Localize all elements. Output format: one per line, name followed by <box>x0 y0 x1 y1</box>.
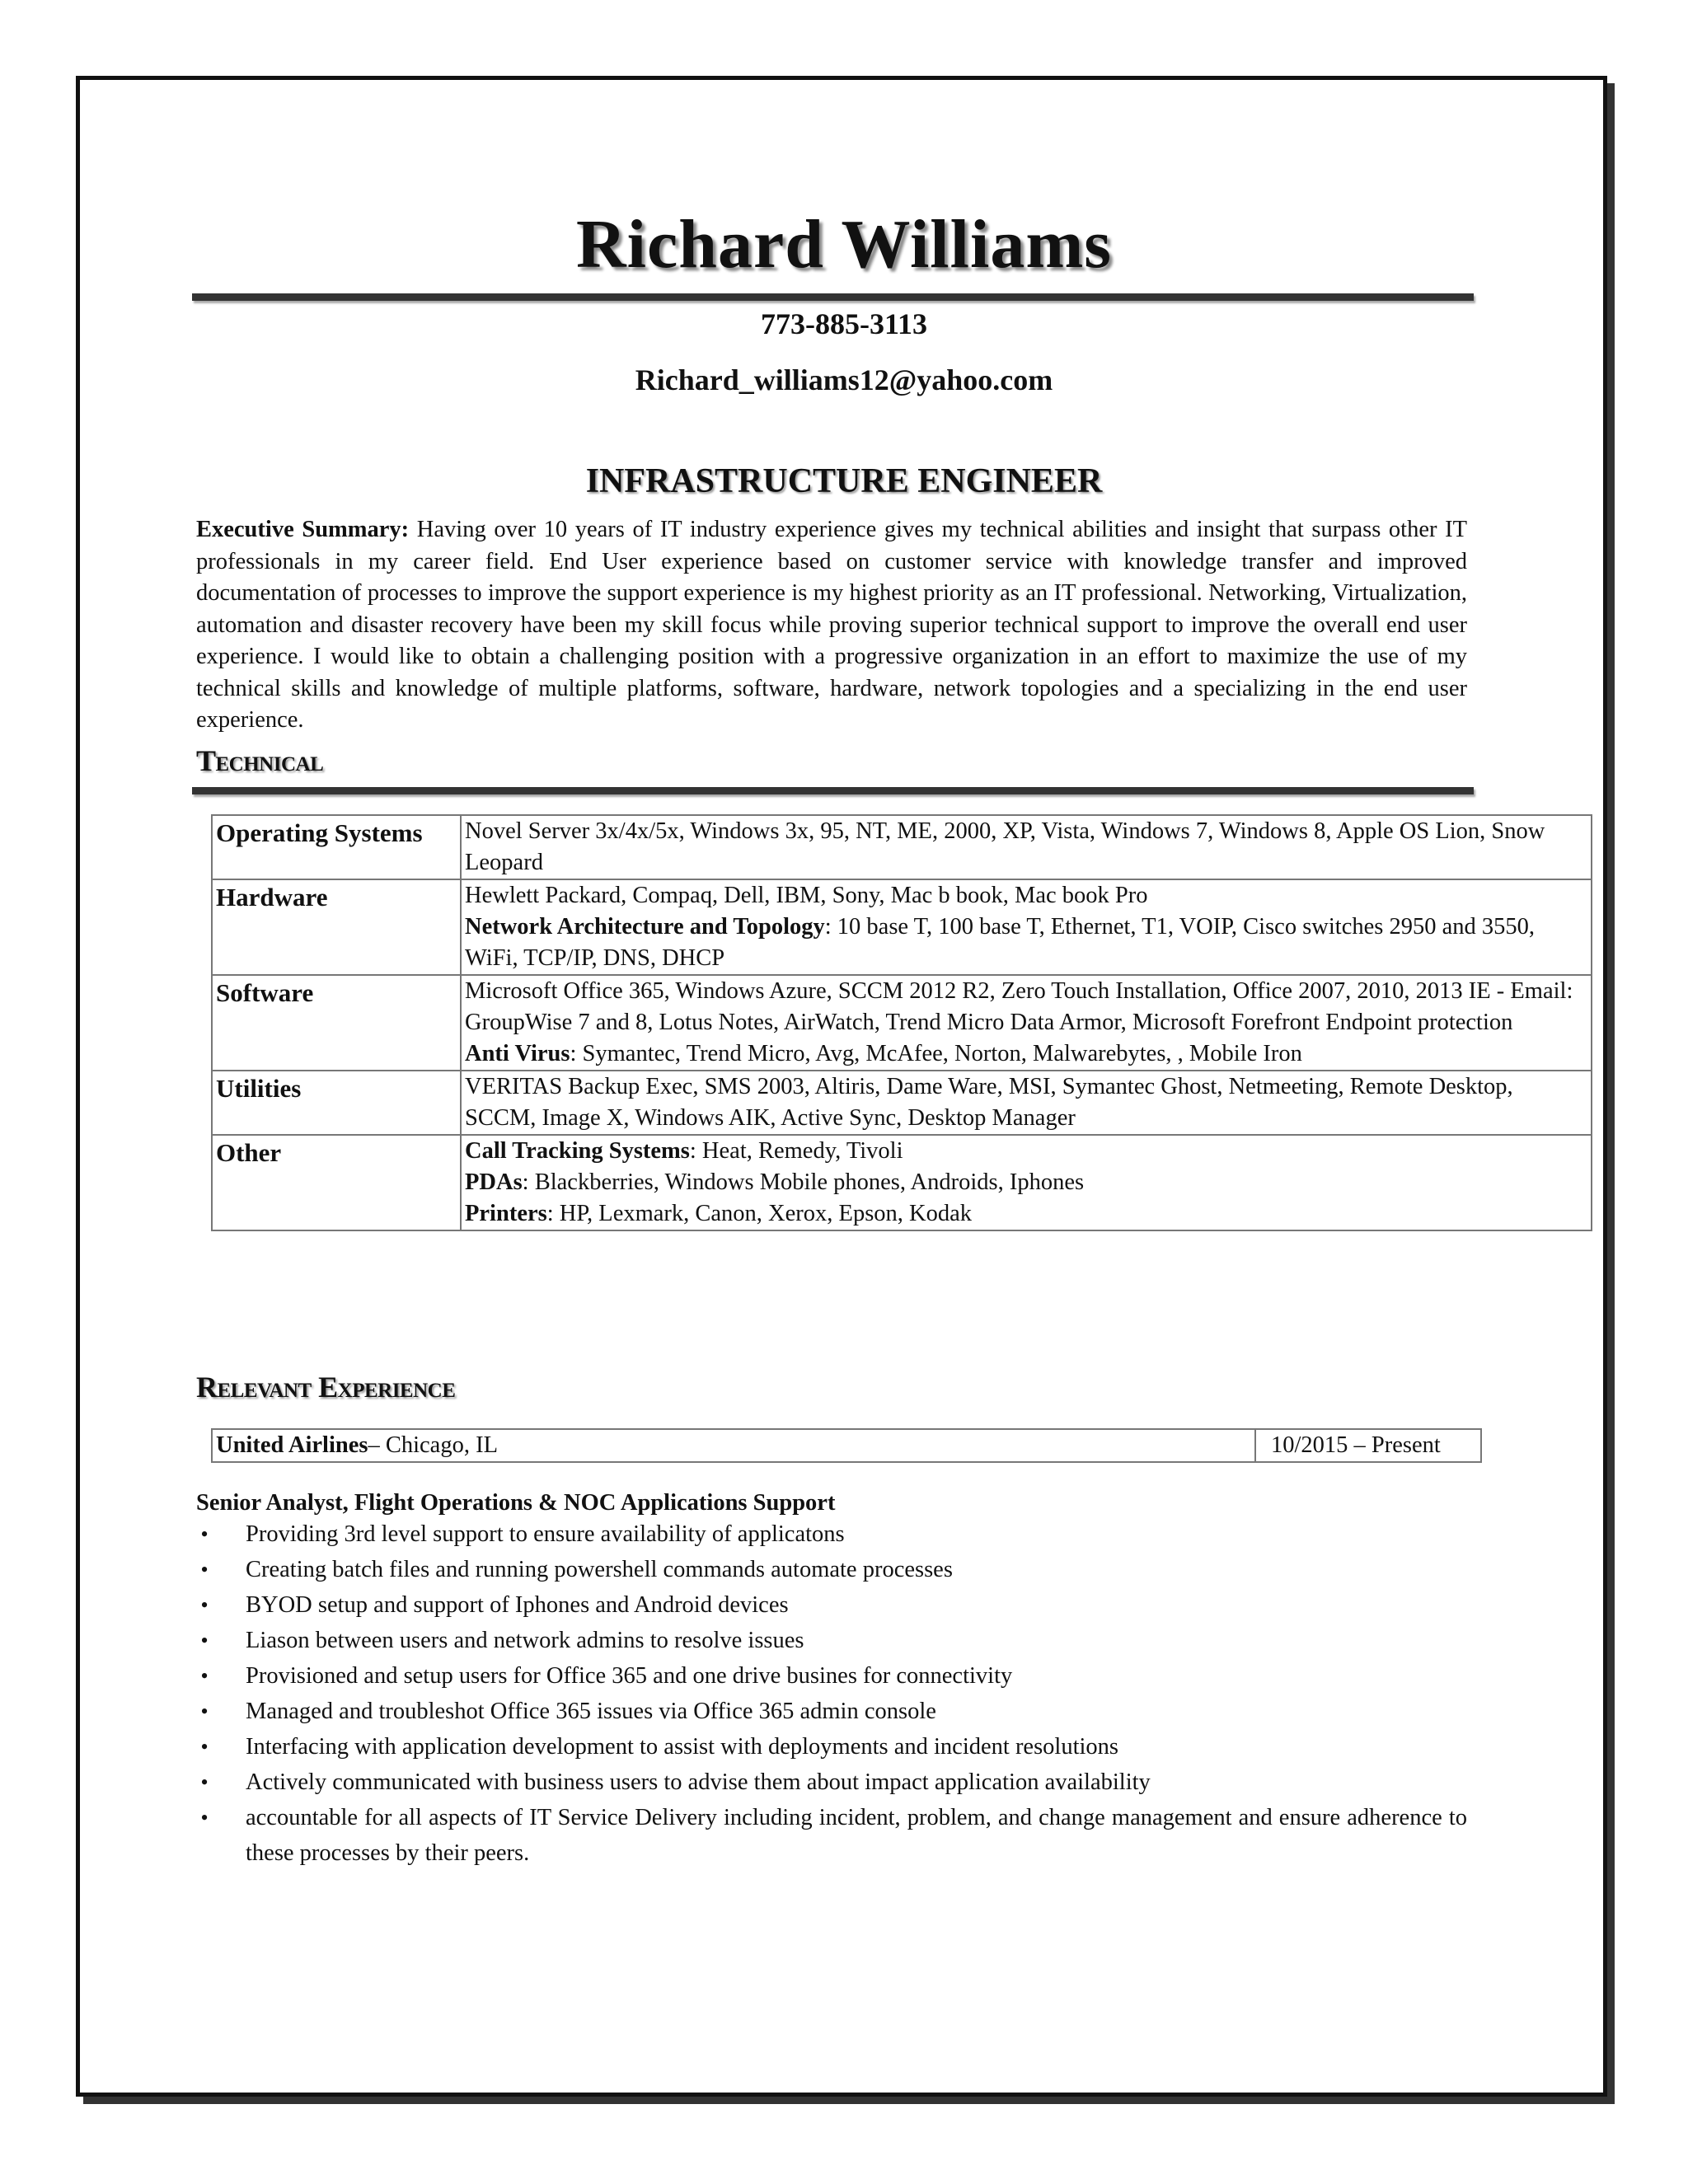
employer-cell <box>212 1429 1255 1462</box>
skill-line <box>465 976 1587 1038</box>
skill-values <box>461 815 1592 879</box>
skill-subheading: PDAs <box>465 1169 523 1195</box>
skill-category: Operating Systems <box>212 815 461 879</box>
skill-line <box>465 1071 1587 1134</box>
employment-dates: 10/2015 – Present <box>1255 1429 1481 1462</box>
list-item <box>196 1800 1467 1871</box>
name-divider <box>192 293 1474 301</box>
skills-table <box>211 814 1592 1231</box>
skill-subheading: Network Architecture and Topology <box>465 914 825 940</box>
list-item <box>196 1765 1467 1800</box>
skills-row <box>212 1071 1592 1135</box>
skill-category: Utilities <box>212 1071 461 1135</box>
bullet-icon: • <box>200 1558 209 1582</box>
bullet-icon: • <box>200 1593 209 1617</box>
employer-row <box>211 1428 1482 1463</box>
email-address: Richard_williams12@yahoo.com <box>635 363 1053 396</box>
skill-category: Other <box>212 1135 461 1230</box>
skill-text: Microsoft Office 365, Windows Azure, SCCM 2012 R2, Zero Touch Installation, Office 2007, 2010, 2013 IE - Email: GroupWise 7 and 8, Lotus Notes, AirWatch, Trend Micro Data Armor, Microsoft Forefront Endpoint protection <box>465 978 1573 1035</box>
list-item <box>196 1729 1467 1765</box>
list-item <box>196 1587 1467 1623</box>
skill-line <box>465 1167 1587 1198</box>
skills-row <box>212 815 1592 879</box>
skill-text: Novel Server 3x/4x/5x, Windows 3x, 95, NT, ME, 2000, XP, Vista, Windows 7, Windows 8, Apple OS Lion, Snow Leopard <box>465 818 1545 875</box>
skill-values <box>461 975 1592 1071</box>
skill-line <box>465 880 1587 912</box>
duty-text: BYOD setup and support of Iphones and Android devices <box>246 1592 789 1618</box>
list-item <box>196 1694 1467 1729</box>
bullet-icon: • <box>200 1735 209 1759</box>
bullet-icon: • <box>200 1806 209 1830</box>
duty-text: Liason between users and network admins to resolve issues <box>246 1628 804 1653</box>
skills-row <box>212 975 1592 1071</box>
duty-text: Actively communicated with business users to advise them about impact application availability <box>246 1769 1151 1795</box>
experience-heading: Relevant Experience <box>196 1371 456 1404</box>
bullet-icon: • <box>200 1522 209 1546</box>
skill-line <box>465 912 1587 974</box>
list-item <box>196 1623 1467 1658</box>
skill-category: Hardware <box>212 879 461 975</box>
duty-text: Creating batch files and running powershell commands automate processes <box>246 1557 953 1582</box>
skill-line <box>465 816 1587 879</box>
skills-row <box>212 1135 1592 1230</box>
candidate-name: Richard Williams <box>576 206 1112 283</box>
skill-subheading: Call Tracking Systems <box>465 1138 690 1164</box>
job-title: INFRASTRUCTURE ENGINEER <box>585 462 1103 500</box>
job-role: Senior Analyst, Flight Operations & NOC Applications Support <box>196 1490 836 1516</box>
skill-values <box>461 1071 1592 1135</box>
list-item <box>196 1516 1467 1552</box>
skill-text: : Heat, Remedy, Tivoli <box>689 1138 903 1164</box>
skill-text: Hewlett Packard, Compaq, Dell, IBM, Sony, Mac b book, Mac book Pro <box>465 883 1148 908</box>
company-name: United Airlines <box>216 1432 368 1458</box>
duty-text: Interfacing with application development to assist with deployments and incident resolutions <box>246 1734 1119 1760</box>
skill-values <box>461 879 1592 975</box>
summary-text: Having over 10 years of IT industry experience gives my technical abilities and insight that surpass other IT professionals in my career field. End User experience based on customer service with knowledge transfer and improved documentation of processes to improve the support experience is my highest priority as an IT professional. Networking, Virtualization, automation and disaster recovery have been my skill focus while proving superior technical support to improve the overall end user experience. I would like to obtain a challenging position with a progressive organization in an effort to maximize the use of my technical skills and knowledge of multiple platforms, software, hardware, network topologies and a specializing in the end user experience. <box>196 517 1467 733</box>
duty-text: Provisioned and setup users for Office 365 and one drive busines for connectivity <box>246 1663 1013 1689</box>
skill-subheading: Printers <box>465 1201 547 1226</box>
duty-text: accountable for all aspects of IT Service Delivery including incident, problem, and change management and ensure adherence to these processes by their peers. <box>246 1805 1467 1866</box>
list-item <box>196 1658 1467 1694</box>
skill-line <box>465 1038 1587 1070</box>
duties-list <box>196 1516 1467 1871</box>
skill-line <box>465 1198 1587 1230</box>
skill-category: Software <box>212 975 461 1071</box>
skill-text: : Symantec, Trend Micro, Avg, McAfee, Norton, Malwarebytes, , Mobile Iron <box>570 1041 1302 1066</box>
bullet-icon: • <box>200 1770 209 1794</box>
skill-text: VERITAS Backup Exec, SMS 2003, Altiris, Dame Ware, MSI, Symantec Ghost, Netmeeting, Remote Desktop, SCCM, Image X, Windows AIK, Active Sync, Desktop Manager <box>465 1074 1513 1131</box>
technical-heading: Technical <box>196 744 324 777</box>
skill-text: : Blackberries, Windows Mobile phones, Androids, Iphones <box>522 1169 1085 1195</box>
skill-text: : 10 base T, 100 base T, Ethernet, T1, VOIP, Cisco switches 2950 and 3550, WiFi, TCP/IP, DNS, DHCP <box>465 914 1535 971</box>
skill-line <box>465 1136 1587 1167</box>
phone-number: 773-885-3113 <box>761 307 927 340</box>
bullet-icon: • <box>200 1629 209 1652</box>
bullet-icon: • <box>200 1664 209 1688</box>
skill-text: : HP, Lexmark, Canon, Xerox, Epson, Kodak <box>546 1201 973 1226</box>
skill-values <box>461 1135 1592 1230</box>
list-item <box>196 1552 1467 1587</box>
bullet-icon: • <box>200 1699 209 1723</box>
skills-row <box>212 879 1592 975</box>
duty-text: Providing 3rd level support to ensure availability of applicatons <box>246 1521 845 1547</box>
technical-divider <box>192 787 1474 794</box>
executive-summary <box>196 514 1467 737</box>
duty-text: Managed and troubleshot Office 365 issues via Office 365 admin console <box>246 1699 936 1724</box>
skill-subheading: Anti Virus <box>465 1041 570 1066</box>
company-location: – Chicago, IL <box>368 1432 498 1458</box>
summary-lead: Executive Summary: <box>196 517 410 542</box>
